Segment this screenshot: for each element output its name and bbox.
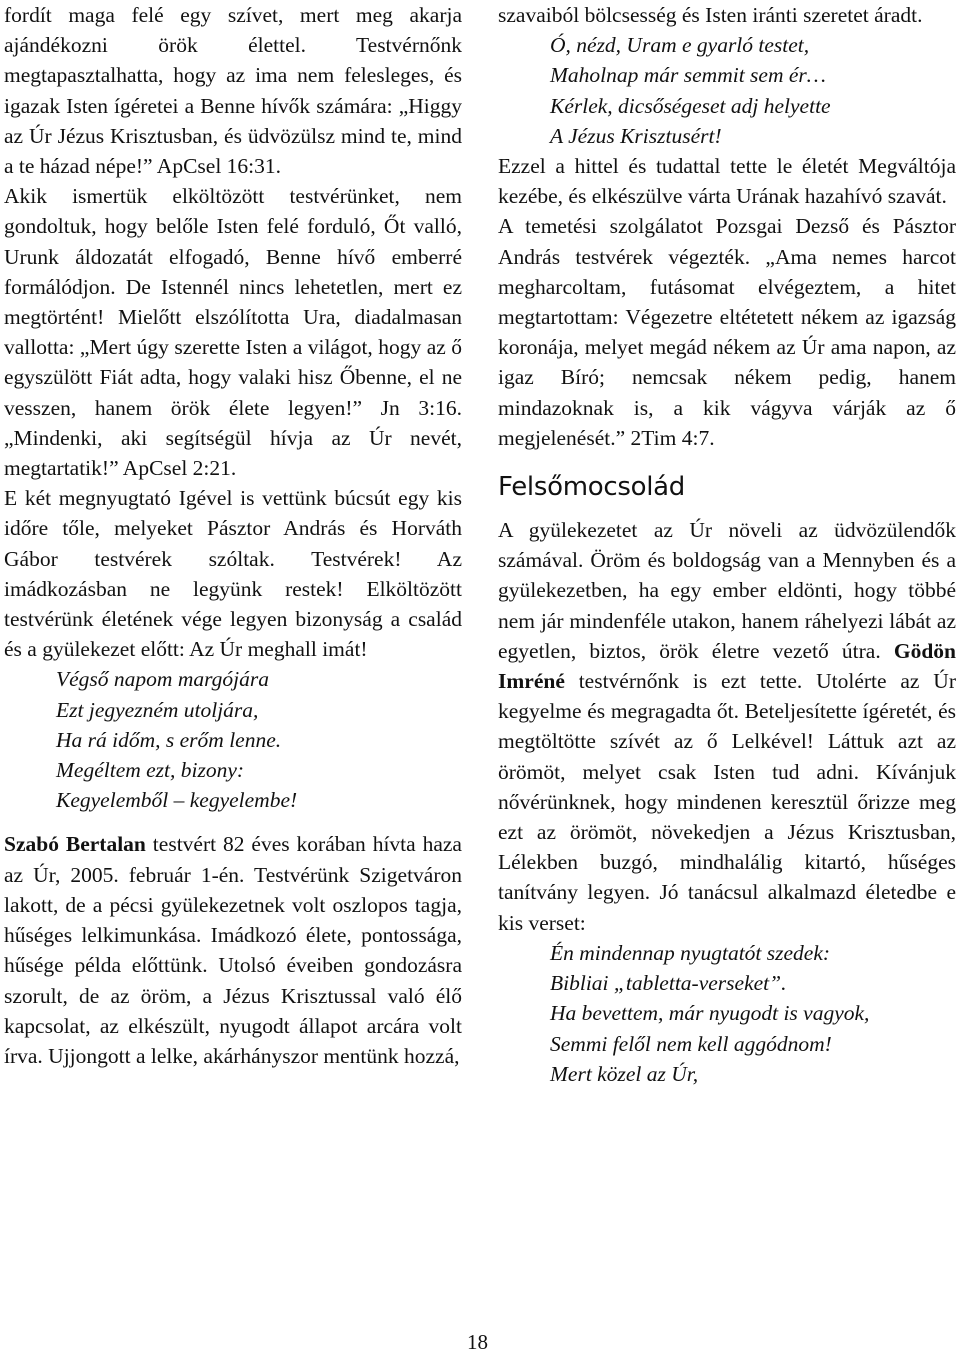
poem-line: Maholnap már semmit sem ér… — [550, 63, 826, 88]
paragraph-text: testvért 82 éves korában hívta haza az Úr, 2005. február 1-én. Testvérünk Szigetváron lakott, de a pécsi gyülekezetnek volt oszlopos tagja, hűséges lelkimunkása. Imádkozó élete, pontossága, hűsége példa előttünk. Utolsó éveiben gondozásra szorult, de az öröm, a Jézus Krisztussal való élő kapcsolat, az elkészült, nyugodt állapot arcára volt írva. Ujjongott a lelke, akárhányszor mentünk hozzá, — [4, 832, 462, 1068]
poem-line: Ha bevettem, már nyugodt is vagyok, — [550, 1001, 870, 1026]
person-name: Szabó Bertalan — [4, 832, 146, 857]
poem-line: Ha rá időm, s erőm lenne. — [56, 727, 282, 752]
poem-line: Semmi felől nem kell aggódnom! — [550, 1031, 832, 1056]
paragraph: E két megnyugtató Igével is vettünk búcsút egy kis időre tőle, melyeket Pásztor András és Horváth Gábor testvérek szóltak. Testvérek! Az imádkozásban ne legyünk restek! Elköltözött testvérünk életének vége legyen bizonyság a család és a gyülekezet előtt: Az Úr meghall imát! — [4, 486, 462, 662]
paragraph: fordít maga felé egy szívet, mert meg akarja ajándékozni örök élettel. Testvérnőnk megtapasztalhatta, hogy az ima nem felesleges, és igazak Isten ígéretei a Benne hívők számára: „Higgy az Úr Jézus Krisztusban, és üdvözülsz mind te, mind a te házad népe!” ApCsel 16:31. — [4, 3, 462, 179]
poem-line: Végső napom margójára — [56, 667, 270, 692]
section-heading: Felsőmocsolád — [498, 472, 685, 503]
person-name: Gödön Imréné — [498, 638, 956, 694]
poem-line: A Jézus Krisztusért! — [550, 123, 722, 148]
poem — [4, 664, 462, 815]
paragraph-text: A gyülekezetet az Úr növeli az üdvözülendők számával. Öröm és boldogság van a Mennyben és a gyülekezetben, ha egy ember eldönti, hogy többé nem jár mindenféle utakon, hanem ráhelyezi lábát az egyetlen, biztos, örök életre vezető útra. — [498, 518, 956, 663]
poem-line: Ó, nézd, Uram e gyarló testet, — [550, 33, 810, 58]
poem-line: Kérlek, dicsőségeset adj helyette — [550, 93, 831, 118]
poem-line: Ezt jegyezném utoljára, — [56, 697, 259, 722]
poem-line: Én mindennap nyugtatót szedek: — [550, 940, 831, 965]
left-column — [4, 0, 462, 1071]
page-number: 18 — [467, 1330, 488, 1354]
poem — [498, 938, 956, 1089]
paragraph — [4, 829, 462, 1071]
paragraph: A temetési szolgálatot Pozsgai Dezső és Pásztor András testvérek végezték. „Ama nemes harcot megharcoltam, futásomat elvégeztem, a hitet megtartottam: Végezetre eltétetett nékem az igazság koronája, melyet megád nékem az Úr ama napon, az igaz Bíró; nemcsak nékem pedig, hanem mindazoknak is, a kik vágyva várják az ő megjelenését.” 2Tim 4:7. — [498, 214, 956, 450]
poem — [498, 30, 956, 151]
paragraph: szavaiból bölcsesség és Isten iránti szeretet áradt. — [498, 3, 923, 27]
paragraph: Akik ismertük elköltözött testvérünket, nem gondoltuk, hogy belőle Isten felé forduló, Őt valló, Urunk áldozatát elfogadó, Benne hívő emberré formálódjon. De Istennél nincs lehetetlen, mert ez megtörtént! Mielőtt elszólította Ura, diadalmasan vallotta: „Mert úgy szerette Isten a világot, hogy az ő egyszülött Fiát adta, hogy valaki hisz Őbenne, el ne vesszen, hanem örök élete legyen!” Jn 3:16. „Mindenki, aki segítségül hívja az Úr nevét, megtartatik!” ApCsel 2:21. — [4, 184, 462, 481]
paragraph — [498, 515, 956, 938]
right-column — [498, 0, 956, 1089]
poem-line: Megéltem ezt, bizony: — [56, 758, 245, 783]
paragraph: Ezzel a hittel és tudattal tette le életét Megváltója kezébe, és elkészülve várta Urának hazahívó szavát. — [498, 154, 956, 209]
paragraph-text: testvérnőnk is ezt tette. Utolérte az Úr kegyelme és megragadta őt. Beteljesítette ígéretét, és megtöltötte szívét az ő Lelkével! Láttuk azt az örömöt, melyet csak Isten tud adni. Kívánjuk nővérünknek, hogy mindenen keresztül őrizze meg ezt az örömöt, növekedjen a Jézus Krisztusban, Lélekben buzgó, mindhalálig kitartó, hűséges tanítvány legyen. Jó tanácsul alkalmazd életedbe e kis verset: — [498, 669, 956, 935]
poem-line: Mert közel az Úr, — [550, 1061, 699, 1086]
poem-line: Bibliai „tabletta-verseket”. — [550, 971, 787, 996]
poem-line: Kegyelemből – kegyelembe! — [56, 788, 298, 813]
